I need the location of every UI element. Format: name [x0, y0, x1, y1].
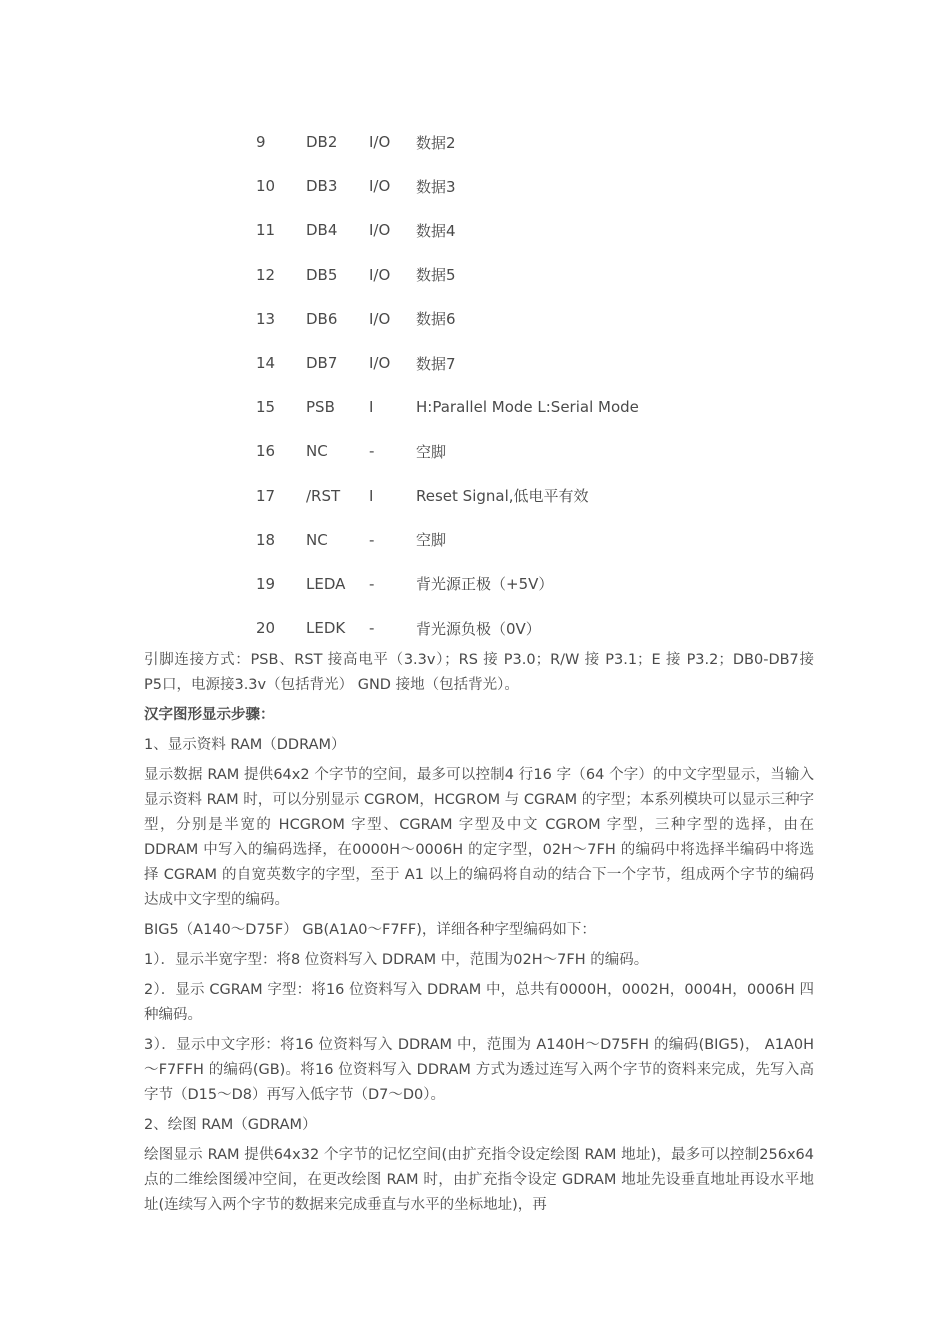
pin-row — [256, 253, 639, 297]
pin-description: 数据3 — [416, 177, 456, 196]
pin-number: 17 — [256, 486, 276, 505]
pin-number: 13 — [256, 309, 276, 328]
pin-number: 18 — [256, 530, 276, 549]
pin-name: /RST — [306, 486, 341, 505]
list-item: 2）．显示 CGRAM 字型：将16 位资料写入 DDRAM 中，总共有0000H，0002H，0004H，0006H 四种编码。 — [144, 982, 814, 1023]
pin-type: - — [369, 619, 375, 638]
pin-description: 数据6 — [416, 310, 456, 329]
pin-number: 16 — [256, 442, 276, 461]
pin-name: DB7 — [306, 354, 338, 373]
pin-type: I/O — [369, 354, 391, 373]
pin-table — [256, 120, 639, 650]
pin-row — [256, 164, 639, 208]
list-item: 3）．显示中文字形：将16 位资料写入 DDRAM 中，范围为 A140H～D75FH 的编码(BIG5)， A1A0H～F7FFH 的编码(GB)。将16 位资料写入 DDRAM 方式为透过连写入两个字节的资料来完成，先写入高字节（D15～D8）再写入低字节（D7～D0）。 — [144, 1037, 814, 1103]
steps-heading: 汉字图形显示步骤： — [144, 707, 275, 723]
pin-number: 14 — [256, 354, 276, 373]
pin-name: DB5 — [306, 265, 338, 284]
pin-name: DB4 — [306, 221, 338, 240]
pin-name: DB6 — [306, 309, 338, 328]
pin-description: 空脚 — [416, 531, 447, 550]
pin-type: I/O — [369, 265, 391, 284]
pin-type: I — [369, 398, 374, 417]
pin-description: 数据4 — [416, 221, 456, 240]
pin-type: I/O — [369, 177, 391, 196]
ddram-paragraph: 显示数据 RAM 提供64x2 个字节的空间，最多可以控制4 行16 字（64 个字）的中文字型显示，当输入显示资料 RAM 时，可以分别显示 CGROM，HCGROM 与 CGRAM 的字型；本系列模块可以显示三种字型，分别是半宽的 HCGROM 字型、CGRAM 字型及中文 CGROM 字型，三种字型的选择，由在 DDRAM 中写入的编码选择，在0000H～0006H 的定字型，02H～7FH 的编码中将选择半编码中将选择 CGRAM 的自宽英数字的字型，至于 A1 以上的编码将自动的结合下一个字节，组成两个字节的编码达成中文字型的编码。 — [144, 767, 814, 908]
pin-description: 数据2 — [416, 133, 456, 152]
pin-number: 15 — [256, 398, 276, 417]
pin-description: 数据5 — [416, 266, 456, 285]
pin-description: 空脚 — [416, 442, 447, 461]
pin-type: I/O — [369, 133, 391, 152]
pin-number: 19 — [256, 574, 276, 593]
pin-row — [256, 562, 639, 606]
pin-name: NC — [306, 530, 328, 549]
pin-type: - — [369, 530, 375, 549]
pin-description: 背光源正极（+5V） — [416, 575, 554, 594]
pin-row — [256, 341, 639, 385]
pin-type: - — [369, 442, 375, 461]
pin-name: PSB — [306, 398, 335, 417]
pin-description: Reset Signal,低电平有效 — [416, 487, 589, 506]
pin-number: 11 — [256, 221, 276, 240]
pin-number: 12 — [256, 265, 276, 284]
pin-row — [256, 429, 639, 473]
ddram-heading: 1、显示资料 RAM（DDRAM） — [144, 737, 346, 753]
pin-row — [256, 297, 639, 341]
pin-description: H:Parallel Mode L:Serial Mode — [416, 398, 639, 417]
pin-row — [256, 385, 639, 429]
connection-paragraph: 引脚连接方式：PSB、RST 接高电平（3.3v）；RS 接 P3.0；R/W 接 P3.1；E 接 P3.2；DB0-DB7接 P5口，电源接3.3v（包括背光） GND 接地（包括背光）。 — [144, 652, 814, 693]
gdram-heading: 2、绘图 RAM（GDRAM） — [144, 1117, 317, 1133]
pin-name: DB3 — [306, 177, 338, 196]
pin-row — [256, 606, 639, 650]
pin-name: LEDK — [306, 619, 346, 638]
pin-row — [256, 518, 639, 562]
pin-row — [256, 120, 639, 164]
pin-number: 10 — [256, 177, 276, 196]
pin-description: 背光源负极（0V） — [416, 619, 541, 638]
pin-row — [256, 474, 639, 518]
pin-type: I/O — [369, 309, 391, 328]
pin-description: 数据7 — [416, 354, 456, 373]
pin-type: - — [369, 574, 375, 593]
pin-number: 9 — [256, 133, 266, 152]
pin-name: NC — [306, 442, 328, 461]
body-text — [144, 648, 814, 1223]
encoding-range-paragraph: BIG5（A140～D75F） GB(A1A0～F7FF)，详细各种字型编码如下： — [144, 922, 596, 938]
pin-type: I/O — [369, 221, 391, 240]
pin-type: I — [369, 486, 374, 505]
pin-name: LEDA — [306, 574, 346, 593]
gdram-paragraph: 绘图显示 RAM 提供64x32 个字节的记忆空间(由扩充指令设定绘图 RAM 地址)，最多可以控制256x64点的二维绘图缓冲空间，在更改绘图 RAM 时，由扩充指令设定 GDRAM 地址先设垂直地址再设水平地址(连续写入两个字节的数据来完成垂直与水平的坐标地址)，再 — [144, 1147, 814, 1213]
pin-name: DB2 — [306, 133, 338, 152]
list-item: 1）．显示半宽字型：将8 位资料写入 DDRAM 中，范围为02H～7FH 的编码。 — [144, 952, 649, 968]
pin-row — [256, 208, 639, 252]
pin-number: 20 — [256, 619, 276, 638]
